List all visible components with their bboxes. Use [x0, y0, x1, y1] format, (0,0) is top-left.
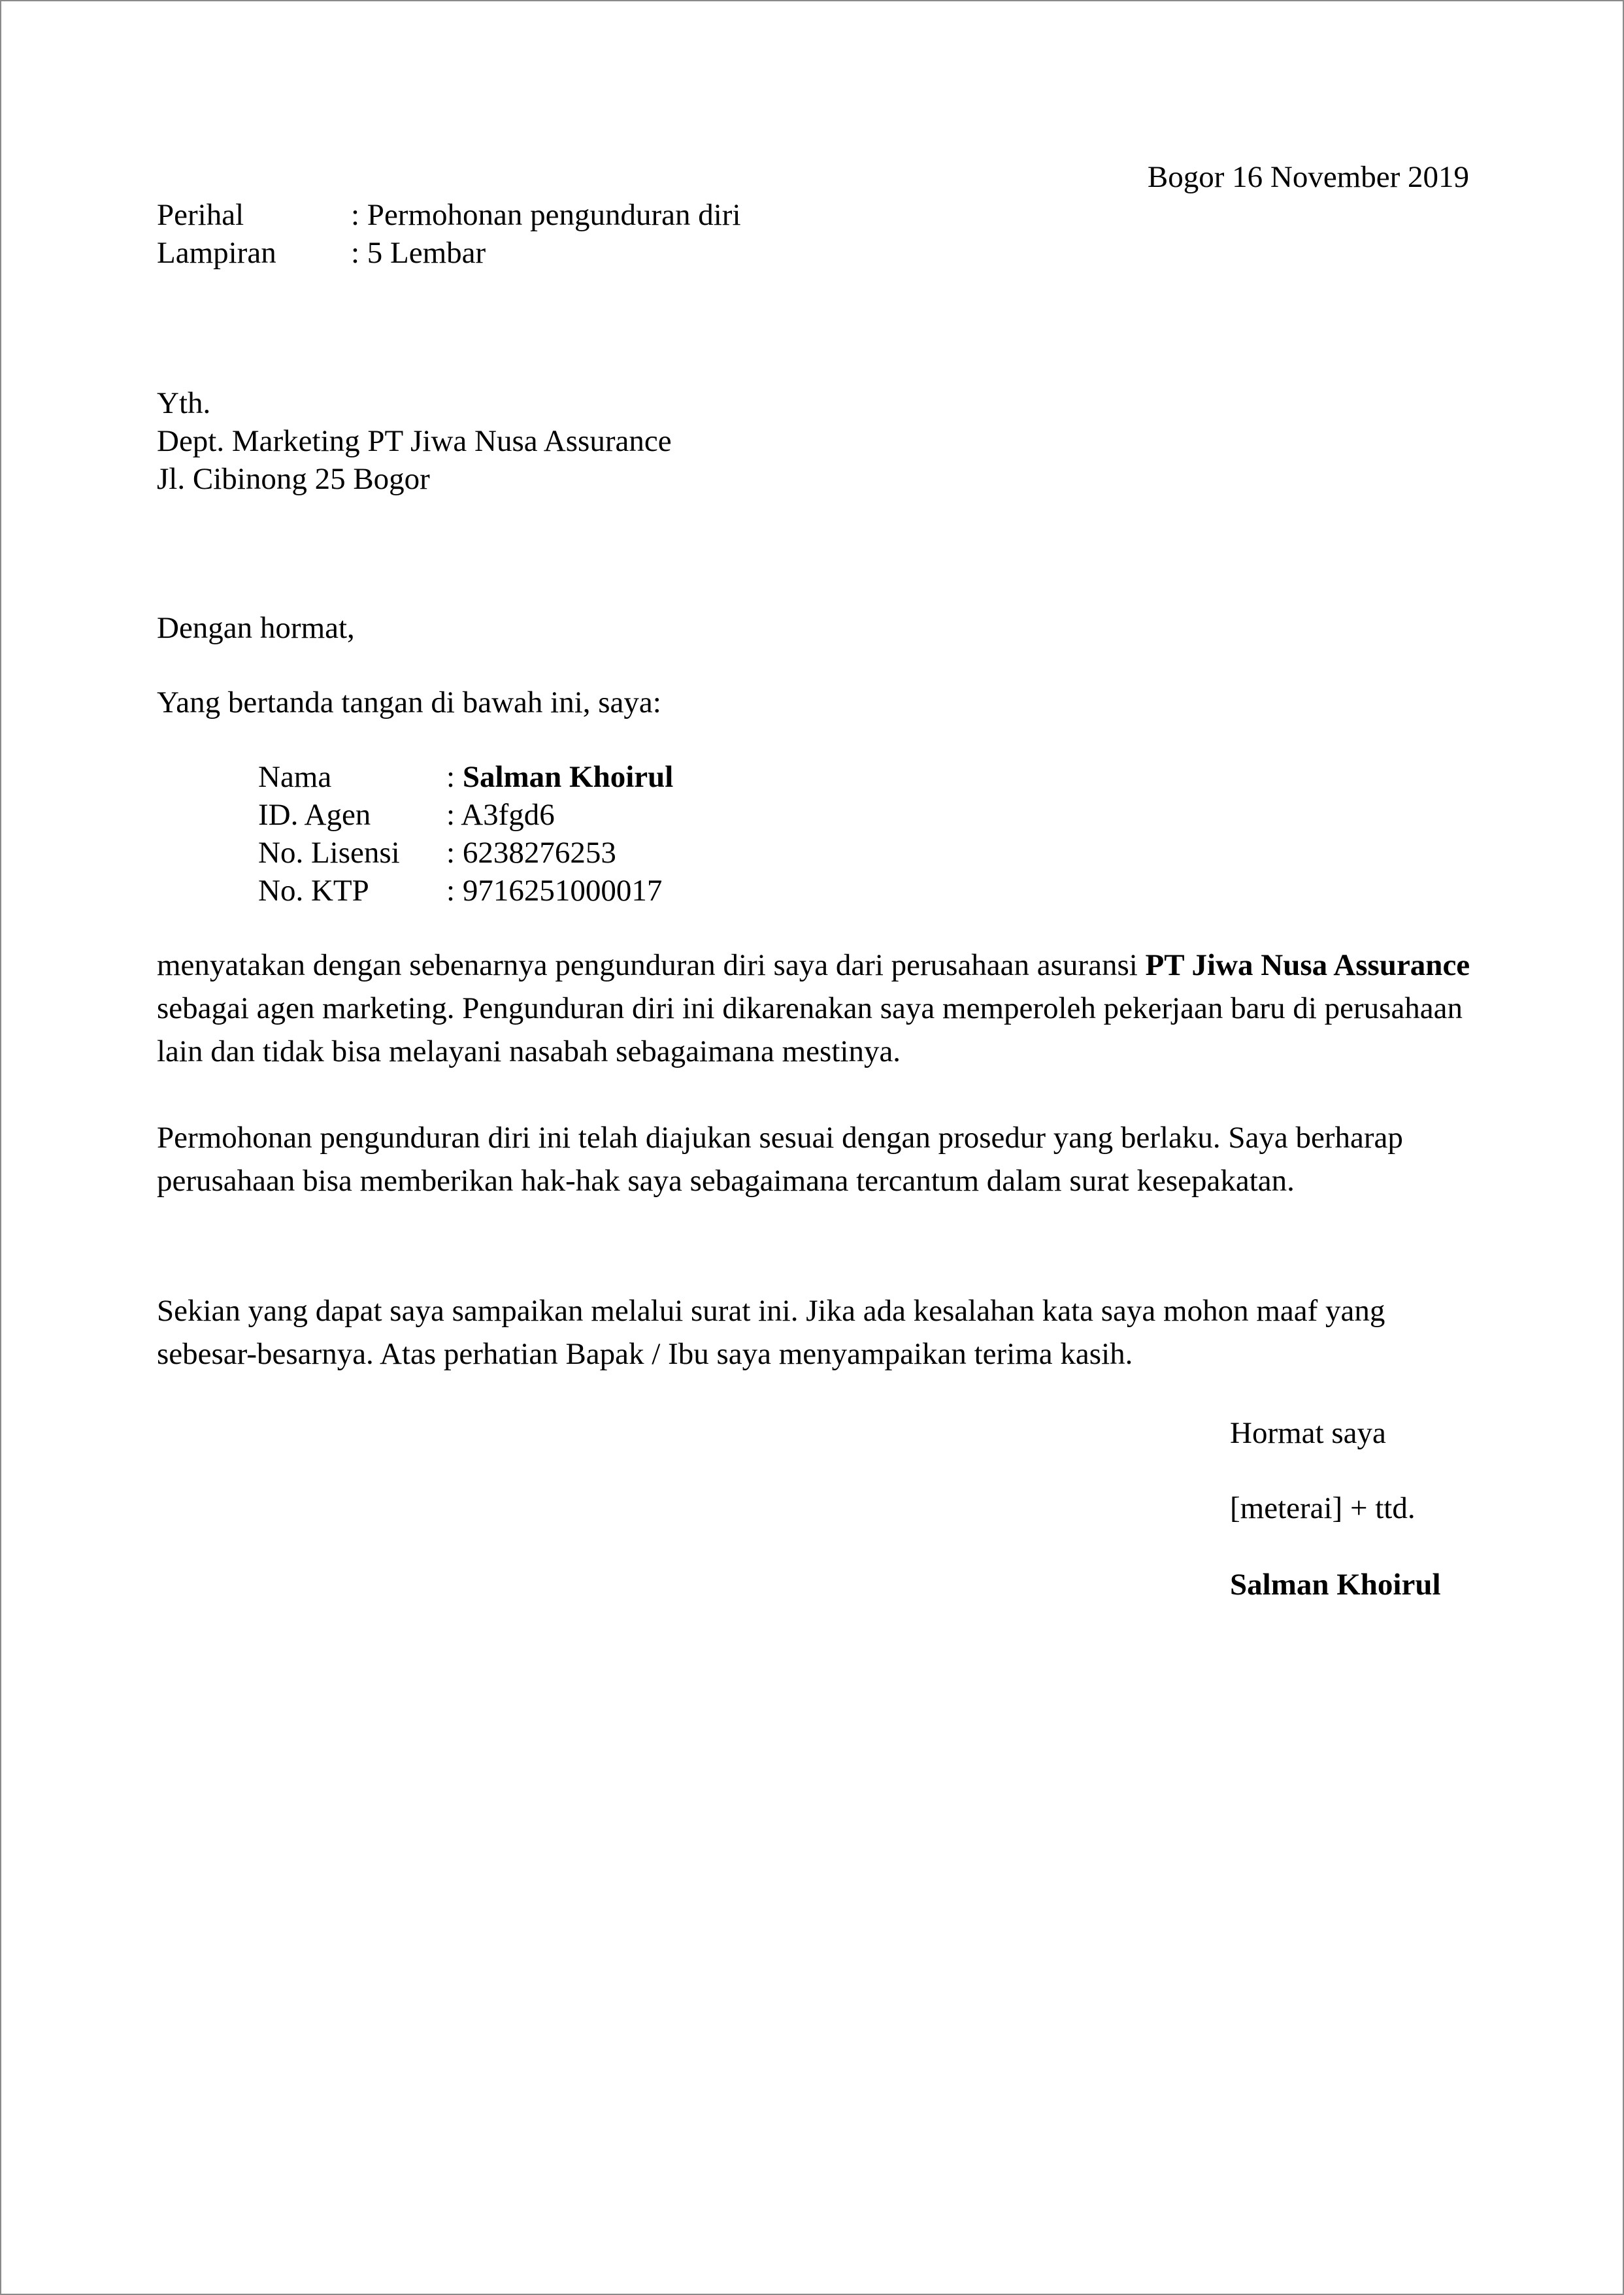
identity-label: Nama [258, 760, 332, 794]
identity-value: Salman Khoirul [462, 760, 674, 794]
paragraph-1-text-cont: sebagai agen marketing. Pengunduran diri ini dikarenakan saya memperoleh pekerjaan baru di perusahaan lain dan tidak bisa melayani nasabah sebagaimana mestinya. [157, 991, 1463, 1068]
recipient-salutation: Yth. [157, 386, 211, 420]
body-paragraph-3: Sekian yang dapat saya sampaikan melalui surat ini. Jika ada kesalahan kata saya mohon maaf yang sebesar-besarnya. Atas perhatian Bapak / Ibu saya menyampaikan terima kasih. [157, 1294, 1385, 1371]
attachment-row [157, 234, 486, 272]
greeting: Dengan hormat, [157, 611, 355, 645]
subject-value: : Permohonan pengunduran diri [351, 198, 741, 232]
identity-row-license [258, 834, 616, 872]
paragraph-1-text: menyatakan dengan sebenarnya pengunduran diri saya dari perusahaan asuransi [157, 948, 1146, 982]
identity-row-agent-id [258, 796, 555, 834]
attachment-label: Lampiran [157, 236, 276, 270]
body-paragraph-2: Permohonan pengunduran diri ini telah diajukan sesuai dengan prosedur yang berlaku. Saya berharap perusahaan bisa memberikan hak-hak saya sebagaimana tercantum dalam surat kesepakatan. [157, 1121, 1403, 1198]
identity-label: No. Lisensi [258, 836, 400, 870]
identity-value: A3fgd6 [461, 798, 555, 832]
attachment-value: : 5 Lembar [351, 236, 486, 270]
closing: Hormat saya [1230, 1416, 1386, 1450]
identity-row-name [258, 758, 673, 796]
intro-line: Yang bertanda tangan di bawah ini, saya: [157, 685, 661, 719]
stamp-note: [meterai] + ttd. [1230, 1491, 1416, 1525]
identity-value: 6238276253 [462, 836, 616, 870]
recipient-line-1: Dept. Marketing PT Jiwa Nusa Assurance [157, 424, 672, 458]
identity-colon: : [446, 874, 463, 908]
company-name: PT Jiwa Nusa Assurance [1145, 948, 1470, 982]
subject-row [157, 196, 741, 234]
identity-label: No. KTP [258, 874, 369, 908]
identity-row-ktp [258, 872, 662, 910]
identity-colon: : [446, 836, 463, 870]
identity-colon: : [446, 798, 461, 832]
identity-value: 9716251000017 [462, 874, 663, 908]
letter-date: Bogor 16 November 2019 [1147, 160, 1469, 194]
identity-colon: : [446, 760, 463, 794]
identity-label: ID. Agen [258, 798, 371, 832]
signer-name: Salman Khoirul [1230, 1568, 1441, 1602]
subject-label: Perihal [157, 198, 244, 232]
body-paragraph-1 [157, 944, 1470, 1073]
recipient-line-2: Jl. Cibinong 25 Bogor [157, 462, 430, 496]
